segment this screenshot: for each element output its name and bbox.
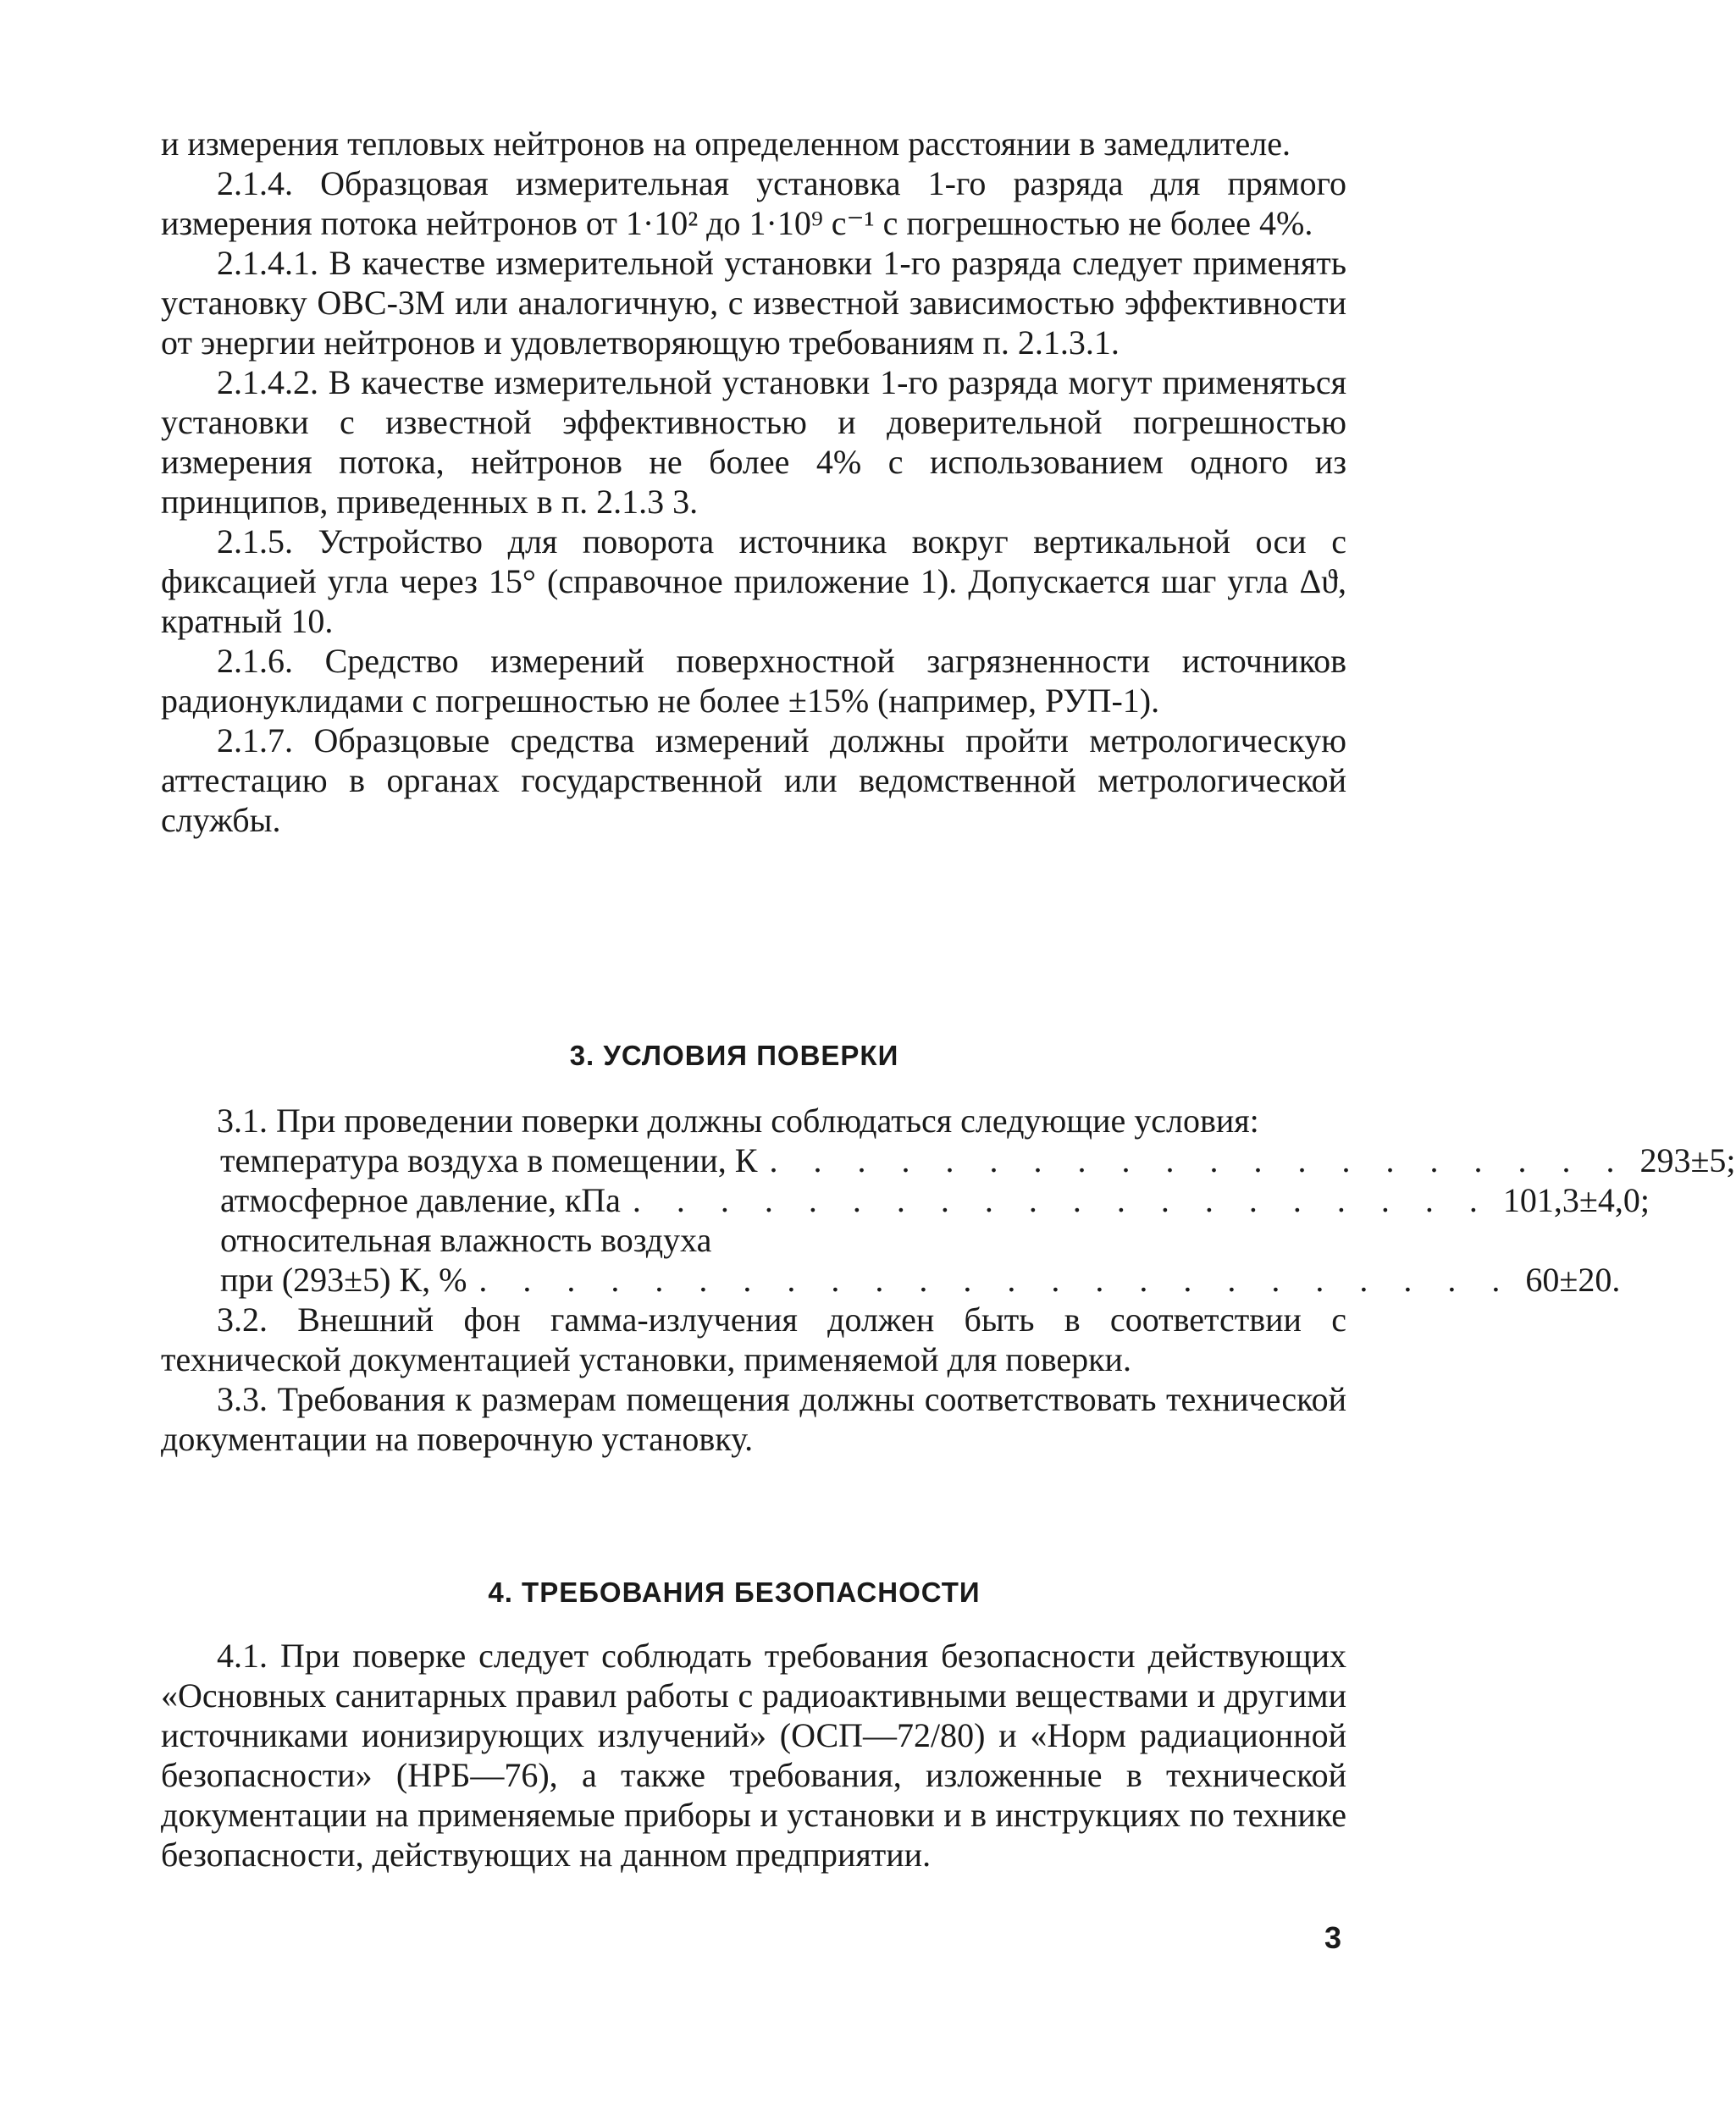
section-3-body — [161, 1101, 1736, 1459]
condition-pressure — [161, 1180, 1650, 1220]
section-4-heading: 4. ТРЕБОВАНИЯ БЕЗОПАСНОСТИ — [488, 1577, 981, 1608]
page-number: 3 — [1324, 1920, 1341, 1955]
conditions-list — [161, 1140, 1736, 1300]
paragraph-2-1-4-1: 2.1.4.1. В качестве измерительной установки 1-го разряда следует применять установку ОВС-3М или аналогичную, с известной зависимостью эффективности от энергии нейтронов и удовлетворяющую требованиям п. 2.1.3.1. — [161, 244, 1346, 362]
section-4-body — [161, 1636, 1346, 1875]
section-3-heading: 3. УСЛОВИЯ ПОВЕРКИ — [569, 1040, 899, 1071]
paragraph-continuation: и измерения тепловых нейтронов на определенном расстоянии в замедлителе. — [161, 124, 1291, 163]
leader-dots: . . . . . . . . . . . . . . . . . . . . — [769, 1141, 1628, 1179]
condition-value: 101,3±4,0; — [1502, 1181, 1650, 1219]
condition-label: атмосферное давление, кПа — [220, 1181, 621, 1219]
leader-dots: . . . . . . . . . . . . . . . . . . . . — [632, 1181, 1491, 1219]
paragraph-2-1-7: 2.1.7. Образцовые средства измерений должны пройти метрологическую аттестацию в органах государственной или ведомственной метрологической службы. — [161, 721, 1346, 839]
condition-humidity — [161, 1260, 1621, 1300]
condition-label: при (293±5) К, % — [220, 1261, 467, 1299]
condition-humidity-label: относительная влажность воздуха — [220, 1221, 712, 1259]
condition-temperature — [161, 1140, 1736, 1180]
paragraph-2-1-6: 2.1.6. Средство измерений поверхностной загрязненности источников радионуклидами с погрешностью не более ±15% (например, РУП-1). — [161, 642, 1346, 720]
paragraph-3-1: 3.1. При проведении поверки должны соблюдаться следующие условия: — [217, 1102, 1259, 1140]
condition-label: температура воздуха в помещении, К — [220, 1141, 758, 1179]
paragraph-4-1: 4.1. При поверке следует соблюдать требования безопасности действующих «Основных санитарных правил работы с радиоактивными веществами и другими источниками ионизирующих излучений» (ОСП—72/80) и «Норм радиационной безопасности» (НРБ—76), а также требования, изложенные в технической документации на применяемые приборы и установки и в инструкциях по технике безопасности, действующих на данном предприятии. — [161, 1637, 1346, 1874]
top-text-block — [161, 124, 1346, 840]
paragraph-3-2: 3.2. Внешний фон гамма-излучения должен быть в соответствии с технической документацией установки, применяемой для поверки. — [161, 1300, 1346, 1378]
paragraph-2-1-4-2: 2.1.4.2. В качестве измерительной установки 1-го разряда могут применяться установки с известной эффективностью и доверительной погрешностью измерения потока, нейтронов не более 4% с использованием одного из принципов, приведенных в п. 2.1.3 3. — [161, 363, 1346, 521]
leader-dots: . . . . . . . . . . . . . . . . . . . . . . . . — [478, 1261, 1514, 1299]
condition-value: 293±5; — [1639, 1141, 1736, 1179]
paragraph-3-3: 3.3. Требования к размерам помещения должны соответствовать технической документации на поверочную установку. — [161, 1380, 1346, 1458]
paragraph-2-1-5: 2.1.5. Устройство для поворота источника вокруг вертикальной оси с фиксацией угла через 15° (справочное приложение 1). Допускается шаг угла Δϑ, кратный 10. — [161, 522, 1346, 640]
condition-value: 60±20. — [1525, 1261, 1621, 1299]
paragraph-2-1-4: 2.1.4. Образцовая измерительная установка 1-го разряда для прямого измерения потока нейтронов от 1·10² до 1·10⁹ с⁻¹ с погрешностью не более 4%. — [161, 164, 1346, 242]
